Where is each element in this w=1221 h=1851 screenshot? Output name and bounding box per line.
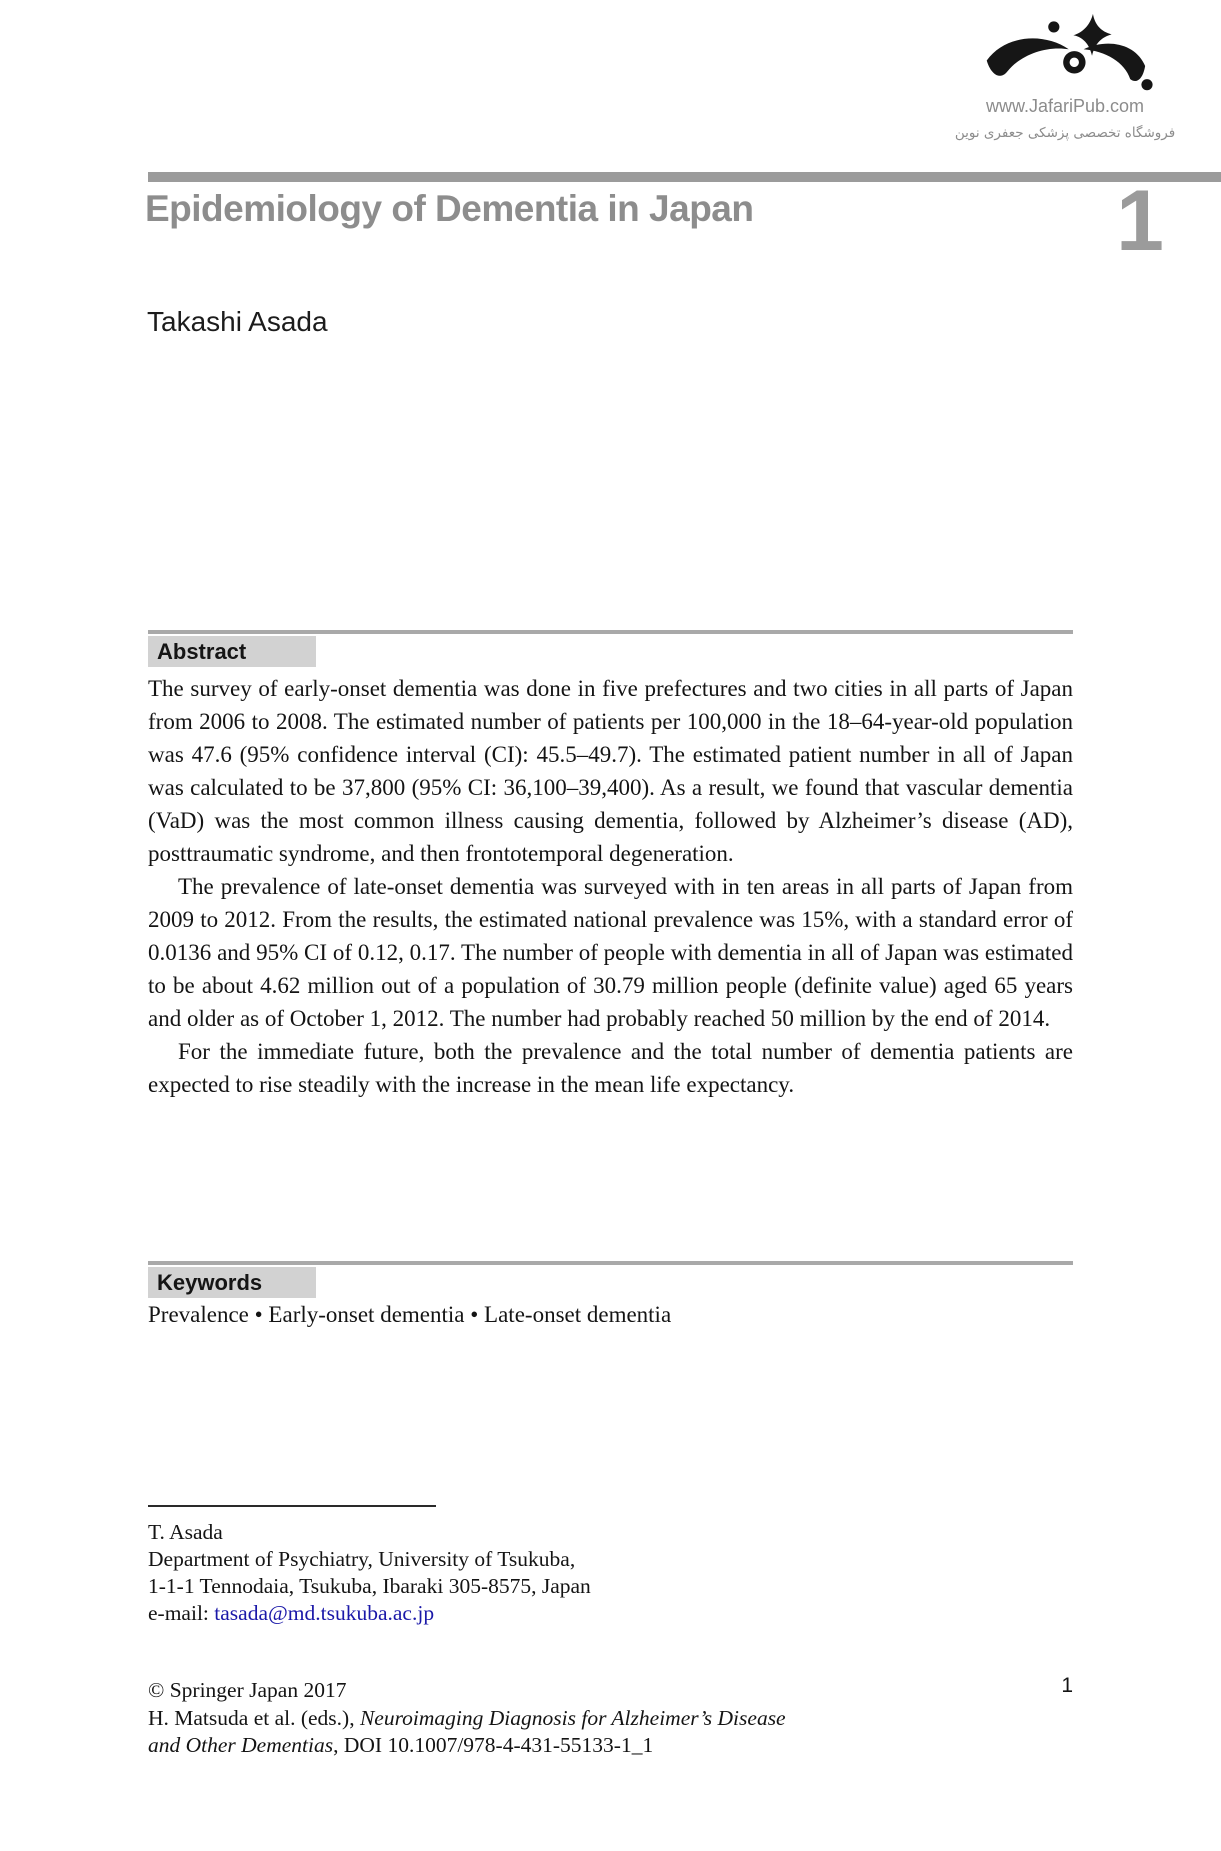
- footnote-author: T. Asada: [148, 1520, 223, 1544]
- abstract-paragraph: For the immediate future, both the prevalence and the total number of dementia patients are expected to rise steadily with the increase in the mean life expectancy.: [148, 1039, 1073, 1097]
- copyright-line: © Springer Japan 2017: [148, 1678, 347, 1702]
- imprint-block: [148, 1677, 868, 1760]
- email-label: e-mail:: [148, 1601, 215, 1625]
- publisher-stamp: [930, 12, 1200, 141]
- chapter-number: 1: [1116, 173, 1164, 269]
- abstract-heading: Abstract: [157, 638, 247, 664]
- citation-line-1: [148, 1705, 868, 1733]
- publisher-tagline: فروشگاه تخصصی پزشکی جعفری نوین: [954, 125, 1176, 141]
- keywords-rule: [148, 1261, 1073, 1265]
- abstract-heading-box: [148, 636, 316, 667]
- keywords-heading: Keywords: [157, 1269, 263, 1295]
- citation-doi: , DOI 10.1007/978-4-431-55133-1_1: [333, 1733, 654, 1757]
- abstract-rule: [148, 630, 1073, 634]
- footnote-separator: [148, 1505, 436, 1507]
- publisher-url: www.JafariPub.com: [985, 96, 1145, 116]
- citation-editors: H. Matsuda et al. (eds.),: [148, 1705, 360, 1730]
- abstract-text: [148, 672, 1073, 1101]
- abstract-paragraph: The prevalence of late-onset dementia was surveyed with in ten areas in all parts of Japan from 2009 to 2012. From the results, the estimated national prevalence was 15%, with a standard error of 0.0136 and 95% CI of 0.12, 0.17. The number of people with dementia in all of Japan was estimated to be about 4.62 million out of a population of 30.79 million people (definite value) aged 65 years and older as of October 1, 2012. The number had probably reached 50 million by the end of 2014.: [148, 874, 1073, 1031]
- header-rule: [148, 172, 1221, 182]
- jafaripub-logo-icon: [971, 12, 1159, 94]
- footnote-affiliation-1: Department of Psychiatry, University of Tsukuba,: [148, 1547, 576, 1571]
- author-name: Takashi Asada: [147, 306, 328, 337]
- footnote-affiliation-2: 1-1-1 Tennodaia, Tsukuba, Ibaraki 305-8575, Japan: [148, 1574, 591, 1598]
- email-link[interactable]: tasada@md.tsukuba.ac.jp: [214, 1601, 435, 1625]
- keywords-heading-box: [148, 1267, 316, 1298]
- citation-book-title-1: Neuroimaging Diagnosis for Alzheimer’s Disease: [359, 1705, 786, 1730]
- chapter-title: Epidemiology of Dementia in Japan: [145, 188, 754, 229]
- footnote-block: [148, 1519, 848, 1627]
- citation-line-2: [148, 1732, 868, 1760]
- citation-book-title-2: and Other Dementias: [148, 1733, 334, 1757]
- abstract-paragraph: The survey of early-onset dementia was done in five prefectures and two cities in all parts of Japan from 2006 to 2008. The estimated number of patients per 100,000 in the 18–64-year-old population was 47.6 (95% confidence interval (CI): 45.5–49.7). The estimated patient number in all of Japan was calculated to be 37,800 (95% CI: 36,100–39,400). As a result, we found that vascular dementia (VaD) was the most common illness causing dementia, followed by Alzheimer’s disease (AD), posttraumatic syndrome, and then frontotemporal degeneration.: [148, 676, 1073, 866]
- footnote-email-line: [148, 1600, 848, 1627]
- page-number: 1: [1061, 1674, 1073, 1697]
- keywords-list: Prevalence • Early-onset dementia • Late-onset dementia: [148, 1302, 672, 1327]
